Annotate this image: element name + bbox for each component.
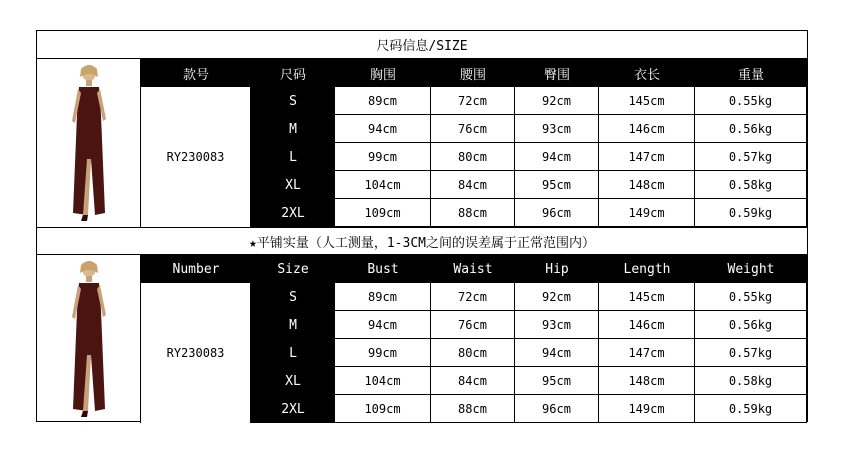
- column-header: 重量: [695, 59, 807, 87]
- column-header: 款号: [141, 59, 251, 87]
- column-header: Size: [251, 255, 335, 283]
- measurement-cell: 84cm: [431, 171, 515, 199]
- measurement-cell: 0.55kg: [695, 87, 807, 115]
- measurement-cell: 94cm: [335, 115, 431, 143]
- column-header: 腰围: [431, 59, 515, 87]
- measurement-cell: 99cm: [335, 143, 431, 171]
- measurement-cell: 94cm: [335, 311, 431, 339]
- measurement-cell: 93cm: [515, 115, 599, 143]
- measurement-cell: 94cm: [515, 339, 599, 367]
- measurement-cell: 145cm: [599, 283, 695, 311]
- measurement-cell: 88cm: [431, 199, 515, 227]
- column-header: Weight: [695, 255, 807, 283]
- size-label: 2XL: [251, 199, 335, 227]
- column-header: Waist: [431, 255, 515, 283]
- measurement-cell: 0.57kg: [695, 339, 807, 367]
- measurement-cell: 72cm: [431, 87, 515, 115]
- column-header: Bust: [335, 255, 431, 283]
- measurement-cell: 76cm: [431, 311, 515, 339]
- measurement-cell: 92cm: [515, 87, 599, 115]
- measurement-cell: 99cm: [335, 339, 431, 367]
- measurement-cell: 94cm: [515, 143, 599, 171]
- size-table-english: [37, 255, 807, 423]
- size-label: 2XL: [251, 395, 335, 423]
- product-photo: [37, 59, 141, 227]
- column-header: Length: [599, 255, 695, 283]
- measurement-cell: 0.58kg: [695, 171, 807, 199]
- measurement-cell: 145cm: [599, 87, 695, 115]
- measurement-cell: 146cm: [599, 115, 695, 143]
- measurement-cell: 92cm: [515, 283, 599, 311]
- size-label: S: [251, 87, 335, 115]
- measurement-cell: 88cm: [431, 395, 515, 423]
- chart-title: 尺码信息/SIZE: [37, 31, 807, 59]
- size-grid: [141, 255, 807, 423]
- style-number: RY230083: [141, 87, 251, 227]
- column-header: Number: [141, 255, 251, 283]
- size-label: S: [251, 283, 335, 311]
- measurement-cell: 93cm: [515, 311, 599, 339]
- measurement-cell: 104cm: [335, 171, 431, 199]
- product-photo: [37, 255, 141, 423]
- measurement-cell: 109cm: [335, 395, 431, 423]
- measurement-cell: 0.55kg: [695, 283, 807, 311]
- measurement-cell: 89cm: [335, 283, 431, 311]
- model-in-dress-image: [61, 63, 117, 223]
- measurement-cell: 72cm: [431, 283, 515, 311]
- measurement-cell: 0.59kg: [695, 199, 807, 227]
- measurement-cell: 0.56kg: [695, 115, 807, 143]
- measurement-cell: 84cm: [431, 367, 515, 395]
- measurement-cell: 0.58kg: [695, 367, 807, 395]
- measurement-note: ★平铺实量（人工测量，1-3CM之间的误差属于正常范围内）: [37, 227, 807, 255]
- size-chart-sheet: [36, 30, 808, 422]
- model-in-dress-image: [61, 259, 117, 419]
- measurement-cell: 80cm: [431, 143, 515, 171]
- measurement-cell: 95cm: [515, 367, 599, 395]
- size-table-chinese: [37, 59, 807, 227]
- column-header: 尺码: [251, 59, 335, 87]
- measurement-cell: 148cm: [599, 171, 695, 199]
- size-label: M: [251, 115, 335, 143]
- measurement-cell: 80cm: [431, 339, 515, 367]
- measurement-cell: 109cm: [335, 199, 431, 227]
- column-header: Hip: [515, 255, 599, 283]
- size-grid: [141, 59, 807, 227]
- size-label: M: [251, 311, 335, 339]
- measurement-cell: 0.56kg: [695, 311, 807, 339]
- size-label: L: [251, 143, 335, 171]
- measurement-cell: 148cm: [599, 367, 695, 395]
- column-header: 胸围: [335, 59, 431, 87]
- measurement-cell: 0.57kg: [695, 143, 807, 171]
- measurement-cell: 146cm: [599, 311, 695, 339]
- measurement-cell: 149cm: [599, 199, 695, 227]
- size-label: L: [251, 339, 335, 367]
- size-label: XL: [251, 367, 335, 395]
- measurement-cell: 147cm: [599, 339, 695, 367]
- measurement-cell: 96cm: [515, 395, 599, 423]
- measurement-cell: 149cm: [599, 395, 695, 423]
- measurement-cell: 89cm: [335, 87, 431, 115]
- measurement-cell: 0.59kg: [695, 395, 807, 423]
- column-header: 臀围: [515, 59, 599, 87]
- size-label: XL: [251, 171, 335, 199]
- measurement-cell: 76cm: [431, 115, 515, 143]
- measurement-cell: 147cm: [599, 143, 695, 171]
- measurement-cell: 95cm: [515, 171, 599, 199]
- measurement-cell: 104cm: [335, 367, 431, 395]
- column-header: 衣长: [599, 59, 695, 87]
- measurement-cell: 96cm: [515, 199, 599, 227]
- style-number: RY230083: [141, 283, 251, 423]
